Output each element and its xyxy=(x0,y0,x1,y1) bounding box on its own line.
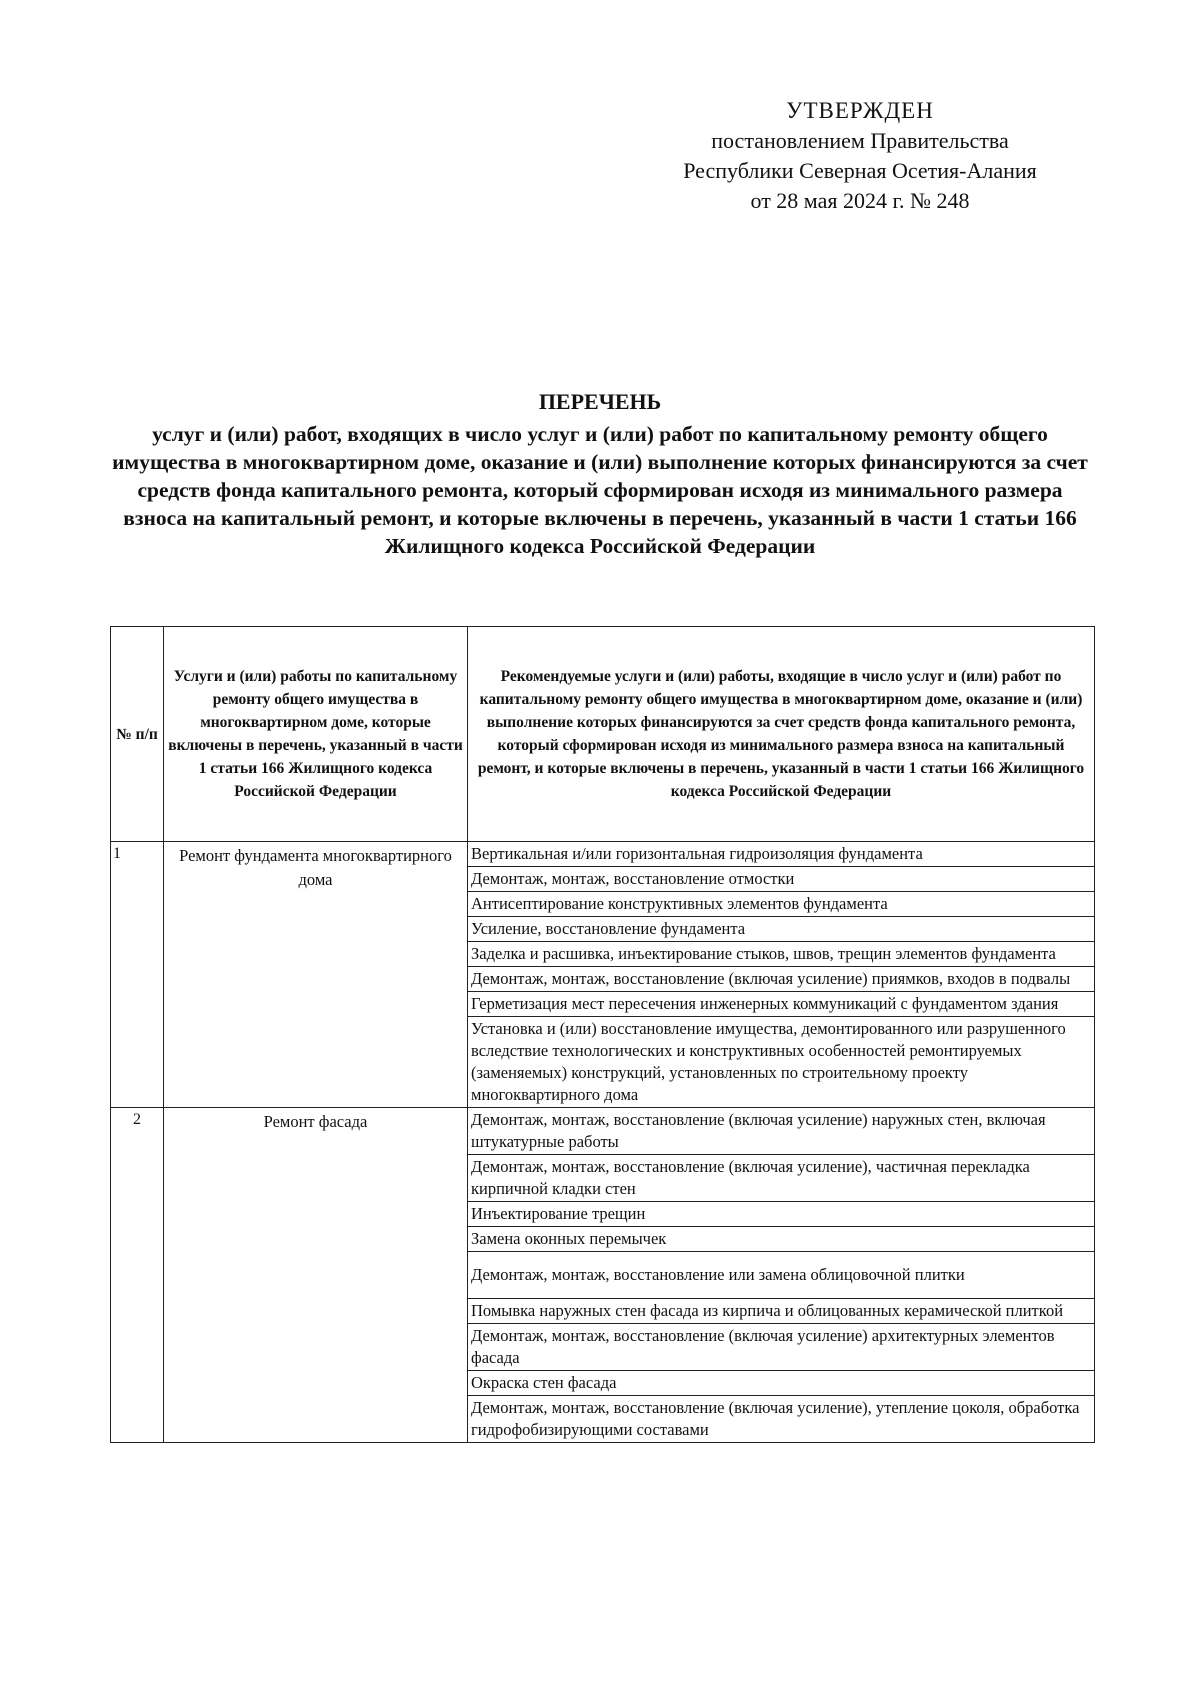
recommended-item: Установка и (или) восстановление имущества, демонтированного или разрушенного вследствие технологических и конструктивных особенностей ремонтируемых (заменяемых) конструкций, установленных по строительному проекту многоквартирного дома xyxy=(468,1017,1095,1108)
header-num: № п/п xyxy=(111,627,164,842)
recommended-item: Заделка и расшивка, инъектирование стыков, швов, трещин элементов фундамента xyxy=(468,942,1095,967)
table-row xyxy=(111,1108,1095,1155)
header-services: Услуги и (или) работы по капитальному ремонту общего имущества в многоквартирном доме, которые включены в перечень, указанный в части 1 статьи 166 Жилищного кодекса Российской Федерации xyxy=(164,627,468,842)
recommended-item: Усиление, восстановление фундамента xyxy=(468,917,1095,942)
recommended-item: Помывка наружных стен фасада из кирпича и облицованных керамической плиткой xyxy=(468,1299,1095,1324)
recommended-item: Демонтаж, монтаж, восстановление (включая усиление) архитектурных элементов фасада xyxy=(468,1324,1095,1371)
table-row xyxy=(111,842,1095,867)
approval-heading: УТВЕРЖДЕН xyxy=(786,98,934,123)
approval-date: от 28 мая 2024 г. № 248 xyxy=(750,188,970,213)
group-service: Ремонт фундамента многоквартирного дома xyxy=(164,842,468,1108)
approval-decree: постановлением Правительства xyxy=(711,128,1009,153)
table-header-row xyxy=(111,627,1095,842)
recommended-item: Демонтаж, монтаж, восстановление (включая усиление) приямков, входов в подвалы xyxy=(468,967,1095,992)
document-title xyxy=(110,388,1090,560)
recommended-item: Демонтаж, монтаж, восстановление (включая усиление), частичная перекладка кирпичной кладки стен xyxy=(468,1155,1095,1202)
approval-stamp xyxy=(640,96,1080,216)
recommended-item: Демонтаж, монтаж, восстановление (включая усиление), утепление цоколя, обработка гидрофобизирующими составами xyxy=(468,1396,1095,1443)
recommended-item: Демонтаж, монтаж, восстановление или замена облицовочной плитки xyxy=(468,1252,1095,1299)
title-subheading: услуг и (или) работ, входящих в число услуг и (или) работ по капитальному ремонту общего имущества в многоквартирном доме, оказание и (или) выполнение которых финансируются за счет средств фонда капитального ремонта, который сформирован исходя из минимального размера взноса на капитальный ремонт, и которые включены в перечень, указанный в части 1 статьи 166 Жилищного кодекса Российской Федерации xyxy=(112,422,1088,558)
recommended-item: Вертикальная и/или горизонтальная гидроизоляция фундамента xyxy=(468,842,1095,867)
recommended-item: Замена оконных перемычек xyxy=(468,1227,1095,1252)
group-service: Ремонт фасада xyxy=(164,1108,468,1443)
recommended-item: Демонтаж, монтаж, восстановление (включая усиление) наружных стен, включая штукатурные работы xyxy=(468,1108,1095,1155)
services-table xyxy=(110,626,1095,1443)
header-recommended: Рекомендуемые услуги и (или) работы, входящие в число услуг и (или) работ по капитальному ремонту общего имущества в многоквартирном доме, оказание и (или) выполнение которых финансируются за счет средств фонда капитального ремонта, который сформирован исходя из минимального размера взноса на капитальный ремонт, и которые включены в перечень, указанный в части 1 статьи 166 Жилищного кодекса Российской Федерации xyxy=(468,627,1095,842)
approval-republic: Республики Северная Осетия-Алания xyxy=(683,158,1037,183)
recommended-item: Антисептирование конструктивных элементов фундамента xyxy=(468,892,1095,917)
recommended-item: Герметизация мест пересечения инженерных коммуникаций с фундаментом здания xyxy=(468,992,1095,1017)
recommended-item: Демонтаж, монтаж, восстановление отмостки xyxy=(468,867,1095,892)
recommended-item: Инъектирование трещин xyxy=(468,1202,1095,1227)
group-num: 2 xyxy=(111,1108,164,1443)
group-num: 1 xyxy=(111,842,164,1108)
title-heading: ПЕРЕЧЕНЬ xyxy=(538,389,662,414)
recommended-item: Окраска стен фасада xyxy=(468,1371,1095,1396)
